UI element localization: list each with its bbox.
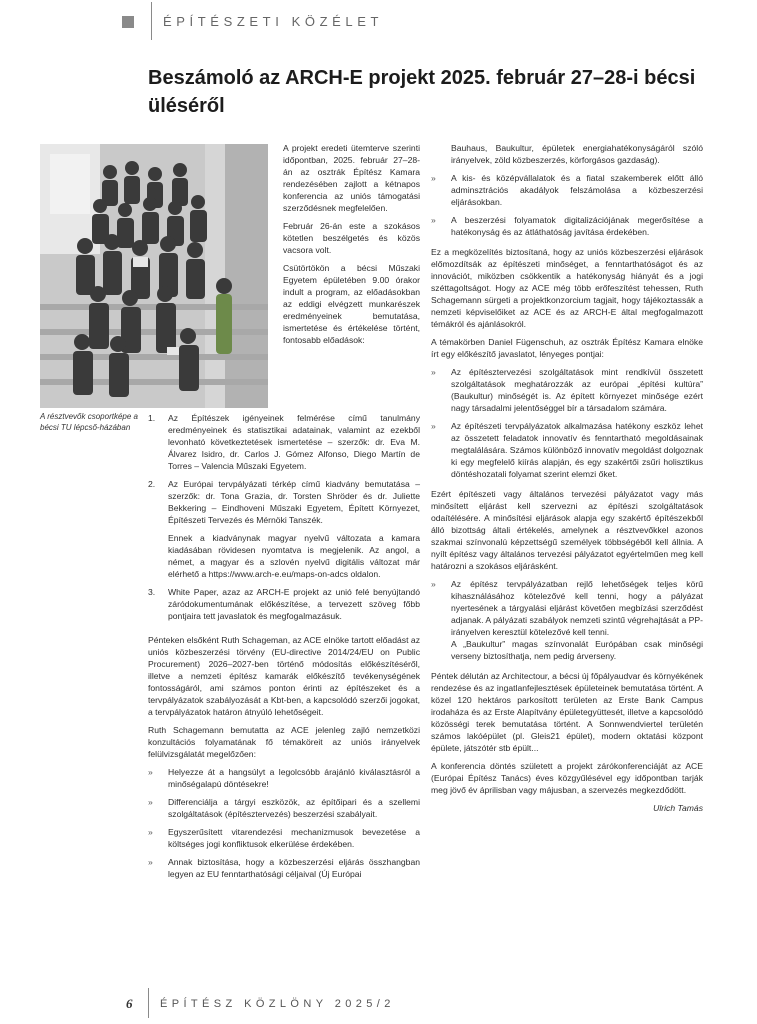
body-paragraph: Ezért építészeti vagy általános tervezési pályázatot vagy más minősített eljárást kell szervezni az építészi szolgáltatások odaítélésére. A minősítési eljárások alapja egy szakértő építészekből álló bizottság általi értékelés, amelynek a résztvevőkkel azonos szakmai színvonalú képzettségű személyek többségéből kell állnia. A nyílt építész vagy általános tervezési pályázatot egyértelműen meg kell határozni a szokásos eljárásként. (431, 489, 703, 571)
bullet-marker-icon: » (431, 367, 436, 377)
intro-paragraph: Csütörtökön a bécsi Műszaki Egyetem épületében 9.00 órakor indult a program, az előadásokban az eddigi elvégzett munkarészek eredményeinek bemutatása, ismertetése és értékelése történt, fontosabb előadások: (283, 263, 420, 345)
bullet-marker-icon: » (148, 797, 153, 807)
bullet-item (148, 796, 420, 820)
body-paragraph: Péntek délután az Architectour, a bécsi új főpályaudvar és környékének rendezése és az ingatlanfejlesztések épületeinek bemutatása történt. A közel 120 hektáros parkosított területen az Erste Bank Campus irodaháza és az Erste Alapítvány épületegyüttesét, illetve a kapcsolódó közösségi terek bemutatása történt. A Sonnwendviertel területén számos lakóépület (pl. Gleis21 épület), modern oktatási központ épülete, játszótér stb épült... (431, 671, 703, 753)
numbered-item (148, 478, 420, 526)
bullet-continuation: Bauhaus, Baukultur, épületek energiahatékonyságáról szóló irányelvek, zöld közbeszerzés, körforgásos gazdaság). (451, 143, 703, 165)
body-paragraph: Pénteken elsőként Ruth Schageman, az ACE elnöke tartott előadást az uniós közbeszerzési törvény (EU-directive 2014/24/EU on Public Procurement) 2026–2027-ben történő módosítás előkészítéséről, illetve a nemzeti építész kamarák előkészítő tevékenységének fontosságáról, ami számos ponton érinti az építészeket és a tervpályázatok szabályozását a Kbt-ben, a kapcsolódó szerzői jogokat, a tervpályázatok határon átnyúló lehetőségeit. (148, 635, 420, 717)
item-number: 1. (148, 413, 156, 423)
photo-caption: A résztvevők csoportképe a bécsi TU lépcső-házában (40, 412, 138, 432)
footer-divider (148, 988, 149, 1018)
bullet-item (431, 578, 703, 638)
bullet-marker-icon: » (431, 173, 436, 183)
bullet-text: Annak biztosítása, hogy a közbeszerzési eljárás összhangban legyen az EU fenntarthatósági céljaival (Új Európai (168, 857, 420, 879)
bullet-text: A beszerzési folyamatok digitalizációjának megerősítése a hatékonyság és az átláthatóság javítása érdekében. (451, 215, 703, 237)
bullet-marker-icon: » (148, 827, 153, 837)
bullet-marker-icon: » (148, 857, 153, 867)
bullet-item (148, 826, 420, 850)
bullet-marker-icon: » (148, 767, 153, 777)
bullet-text: A kis- és középvállalatok és a fiatal szakemberek előtt álló adminsztrációs akadályok felszámolása a közbeszerzési eljárásokban. (451, 173, 703, 207)
bullet-item (431, 214, 703, 238)
bullet-text: Az építészeti tervpályázatok alkalmazása hatékony eszköz lehet az összetett feladatok innovatív és fenntartható megoldásainak megtalálására. Számos különböző innovatív megoldást dolgoznak ki egy megfelelő kiírás alapján, és egy szakértői zsűri holisztikus döntéshozatali folyamat szerint elemzi őket. (451, 421, 703, 479)
body-paragraph: Ruth Schagemann bemutatta az ACE jelenleg zajló nemzetközi konzultációs folyamatának fő témaköreit az uniós irányelvek felülvizsgálatát megelőzően: (148, 725, 420, 759)
numbered-item (148, 586, 420, 622)
bullet-item (431, 172, 703, 208)
header-square-mark (122, 16, 134, 28)
bullet-text: Az építész tervpályázatban rejlő lehetőségek teljes körű kihasználásához kötelezővé kell tenni, hogy a pályázat nyertesének a tárgyalási eljárást követően megbízási szerződést adjanak. A pályázati szabályok nemzeti szintű végrehajtását a PP-irányelven keresztül kötelezővé kell tenni. (451, 579, 703, 637)
group-photo (40, 144, 268, 408)
bullet-marker-icon: » (431, 215, 436, 225)
bullet-text: Differenciálja a tárgyi eszközök, az építőipari és a szellemi szolgáltatások (építésztervezés) beszerzési szabályait. (168, 797, 420, 819)
bullet-item (148, 766, 420, 790)
bullet-text: Egyszerűsített vitarendezési mechanizmusok bevezetése a költséges jogi konfliktusok elkerülése érdekében. (168, 827, 420, 849)
item-text: Az Építészek igényeinek felmérése című tanulmány eredményeinek és statisztikai adatainak, valamint az ezekből levonható következtetések ismertetése – szerzők: dr. Eva M. Álvarez Isidro, dr. Carlos J. Gómez Alfonso, Diego Martín de Torres – Valencia Műszaki Egyetem. (168, 413, 420, 471)
body-paragraph: A konferencia döntés született a projekt zárókonferenciáját az ACE (Európai Építész Tanács) éves közgyűlésével egy időpontban tarják meg jövő év áprilisban vagy májusban, a szervezés megkezdődött. (431, 761, 703, 795)
bullet-item (431, 366, 703, 414)
intro-column (283, 142, 420, 352)
item-number: 3. (148, 587, 156, 597)
body-paragraph: A témakörben Daniel Fügenschuh, az osztrák Építész Kamara elnöke írt egy előkészítő javaslatot, lényeges pontjai: (431, 337, 703, 359)
item-text: Az Európai tervpályázati térkép című kiadvány bemutatása – szerzők: dr. Tona Grazia, dr. Torsten Shröder és dr. Juliette Bekkering – Eindhoveni Műszaki Egyetem, Épített Környezet, Építészeti Tervezés és Mérnöki Tanszék. (168, 479, 420, 525)
bullet-marker-icon: » (431, 421, 436, 431)
publication-footer: ÉPÍTÉSZ KÖZLÖNY 2025/2 (160, 998, 395, 1010)
right-column (431, 142, 703, 820)
bullet-text: Helyezze át a hangsúlyt a legolcsóbb árajánló kiválasztásról a minőségalapú döntésekre! (168, 767, 420, 789)
intro-paragraph: Február 26-án este a szokásos kötetlen beszélgetés és közös vacsora volt. (283, 221, 420, 255)
item-text: White Paper, azaz az ARCH-E projekt az unió felé benyújtandó záródokumentumának előkészítése, a tervezett szöveg főbb pontjaira tett javaslatok és megfogalmazásuk. (168, 587, 420, 621)
item-number: 2. (148, 479, 156, 489)
page-number: 6 (126, 996, 133, 1011)
bullet-continuation: A „Baukultur” magas színvonalát Európában csak minőségi verseny biztosíthatja, nem pedig árverseny. (451, 639, 703, 661)
bullet-item (148, 856, 420, 880)
body-paragraph: Ez a megközelítés biztosítaná, hogy az uniós közbeszerzési eljárások előmozdítsák az építészeti minőséget, a fenntarthatóságot és az innovációt, miközben csökkentik a hatékonyság hiányát és a jogi széttagoltságot. Hogy az ACE még több erőfeszítést tehessen, Ruth Schagemann sürgeti a projektkonzorcium tagjait, hogy tájékoztassák a nemzeti képviselőiket az ACE és az ARCH-E által megfogalmazott témákról és ajánlásokról. (431, 247, 703, 329)
header-divider (151, 2, 152, 40)
middle-column (148, 412, 420, 886)
bullet-text: Az építésztervezési szolgáltatások mint rendkívül összetett szolgáltatások meghatározzák az európai „építési kultúra” (Baukultur) minőségét is. Az épített környezet minősége ezért nagy társadalmi jelentőséggel bír a társadalom számára. (451, 367, 703, 413)
section-header: ÉPÍTÉSZETI KÖZÉLET (163, 14, 384, 29)
intro-paragraph: A projekt eredeti ütemterve szerinti időpontban, 2025. február 27–28-án az osztrák Építész Kamara rendezésében zajlott a kétnapos konferencia az uniós támogatási szerződésnek megfelelően. (283, 143, 420, 213)
bullet-marker-icon: » (431, 579, 436, 589)
numbered-item (148, 412, 420, 472)
item-note: Ennek a kiadványnak magyar nyelvű változata a kamara kiadásában rövidesen nyomtatva is megjelenik. Az angol, a német, a magyar és a szlovén nyelvű digitális változat már elérhető a https://www.arch-e.eu/maps-on-adcs oldalon. (168, 533, 420, 579)
bullet-item (431, 420, 703, 480)
author-signature: Ulrich Tamás (653, 803, 703, 813)
group-photo-image (40, 144, 268, 408)
article-title: Beszámoló az ARCH-E projekt 2025. február 27–28-i bécsi üléséről (148, 67, 696, 117)
